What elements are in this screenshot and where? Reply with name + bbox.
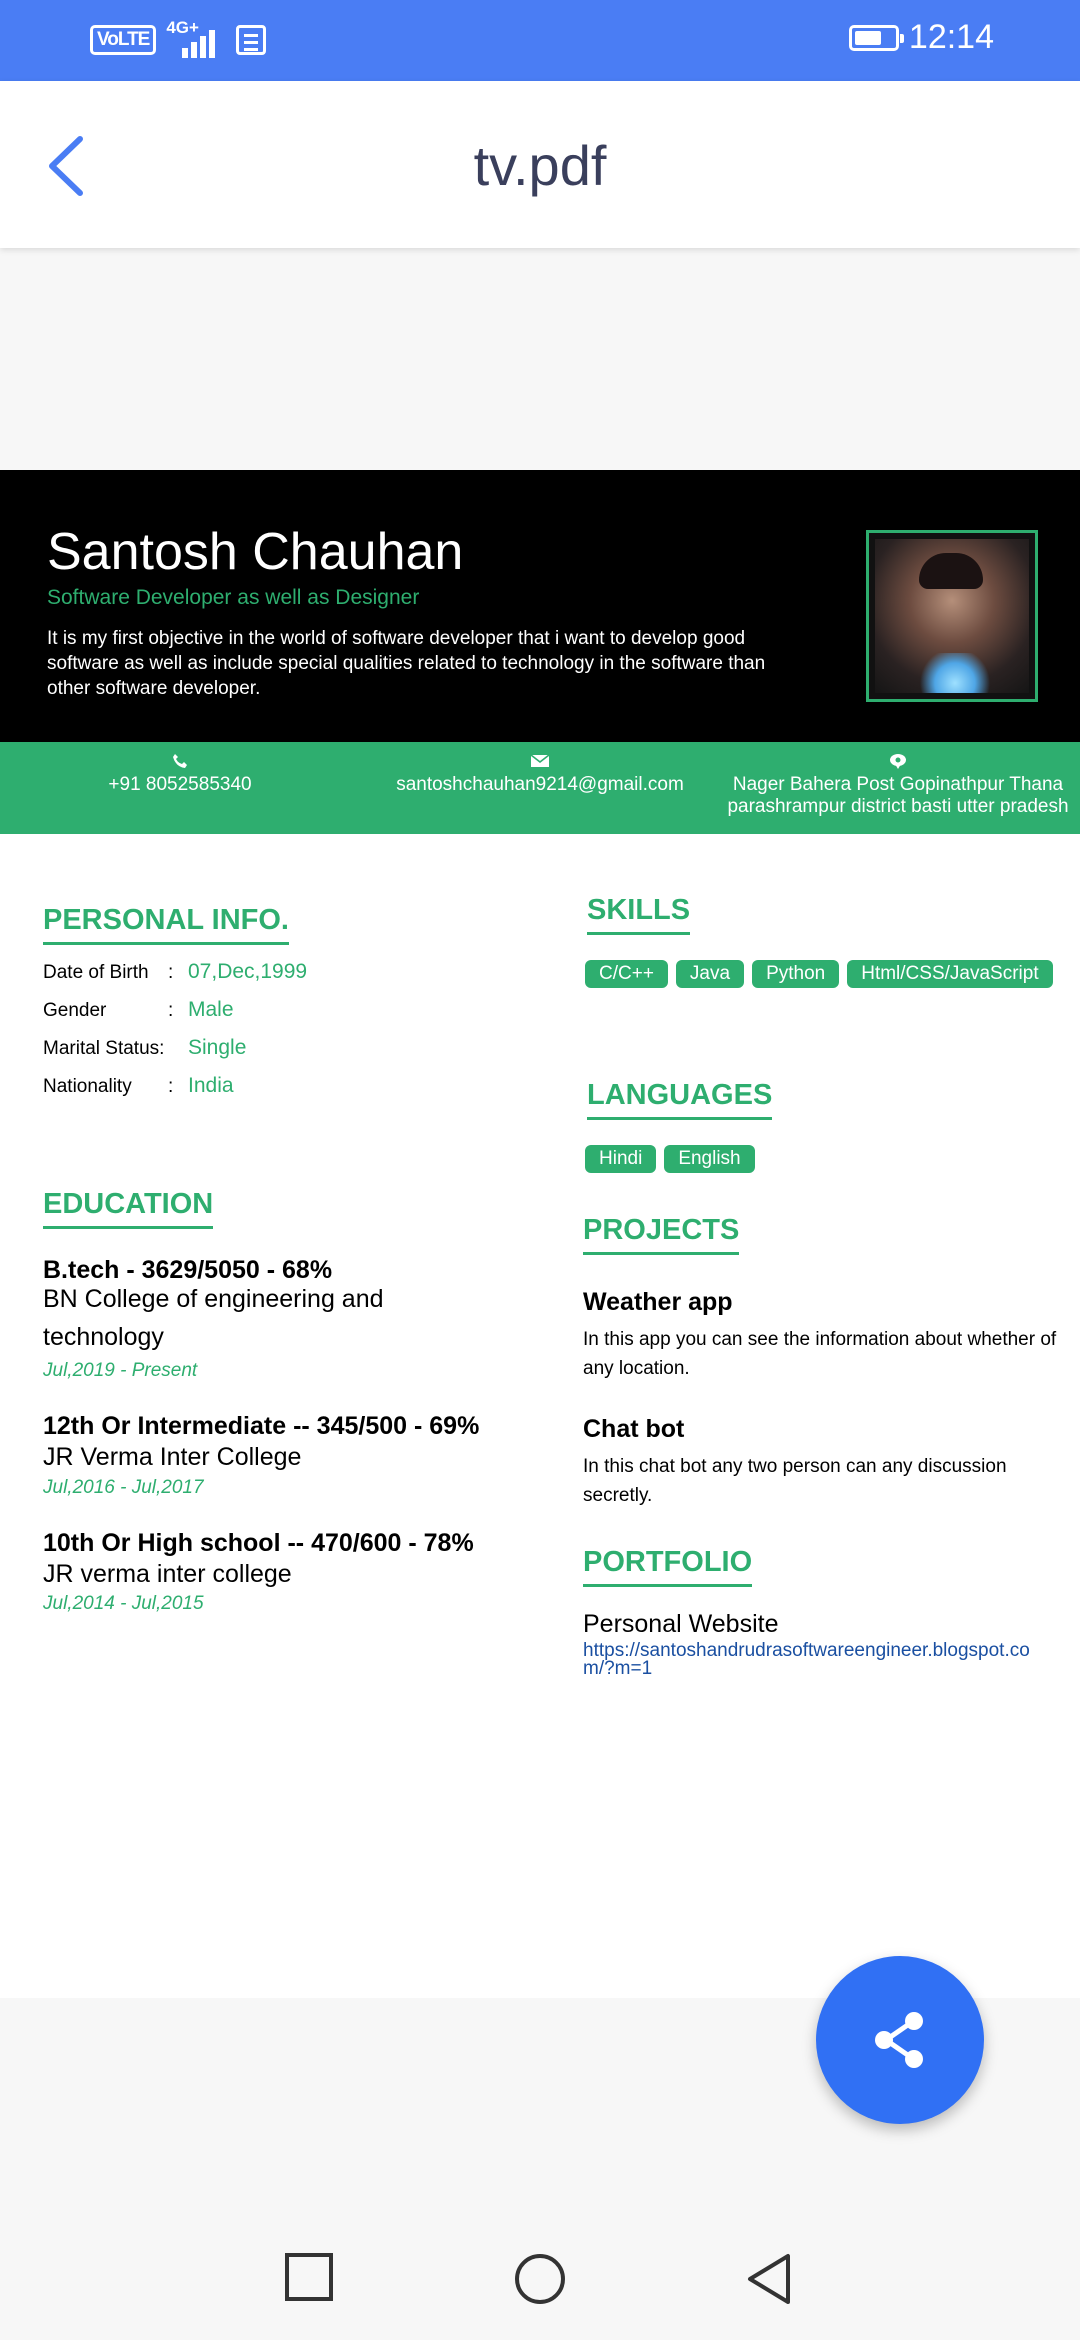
address-line-1: Nager Bahera Post Gopinathpur Thana: [732, 774, 1064, 795]
network-type: 4G+: [166, 18, 199, 37]
skills-list: [585, 960, 1055, 988]
project-name: Weather app: [583, 1288, 733, 1316]
share-button[interactable]: [816, 1956, 984, 2124]
battery-icon: [849, 25, 899, 51]
language-chip: Hindi: [585, 1145, 656, 1173]
portfolio-heading: PORTFOLIO: [583, 1546, 752, 1587]
volte-icon: VoLTE: [90, 25, 156, 55]
recents-square-icon: [284, 2252, 334, 2302]
home-button[interactable]: [513, 2252, 567, 2311]
portfolio-label: Personal Website: [583, 1610, 779, 1638]
pdf-document[interactable]: [0, 248, 1080, 1998]
project-description: In this app you can see the information about whether of any location.: [583, 1329, 1057, 1379]
resume-name: Santosh Chauhan: [47, 523, 464, 581]
profile-photo: [866, 530, 1038, 702]
page-title: tv.pdf: [473, 134, 607, 197]
info-row-marital-status: [43, 1036, 246, 1060]
share-icon: [868, 2008, 932, 2072]
resume-objective: It is my first objective in the world of software developer that i want to develop good software as well as include special qualities related to technology in the software than other software developer.: [47, 628, 766, 699]
app-bar: [0, 81, 1080, 248]
email-address: santoshchauhan9214@gmail.com: [396, 774, 684, 795]
info-value: India: [188, 1074, 234, 1097]
education-dates: Jul,2014 - Jul,2015: [43, 1593, 204, 1614]
skill-chip: Python: [752, 960, 839, 988]
education-degree: B.tech - 3629/5050 - 68%: [43, 1256, 333, 1284]
skill-chip: Html/CSS/JavaScript: [847, 960, 1052, 988]
education-dates: Jul,2019 - Present: [43, 1360, 198, 1381]
info-value: 07,Dec,1999: [188, 960, 308, 983]
personal-info-heading: PERSONAL INFO.: [43, 904, 289, 945]
address-line-2: parashrampur district basti utter pradesh: [727, 796, 1069, 817]
info-row-nationality: Nationality : India: [43, 1074, 234, 1097]
education-college: JR verma inter college: [43, 1560, 292, 1588]
info-value: Single: [188, 1036, 247, 1059]
location-icon: [888, 752, 908, 770]
recents-button[interactable]: [284, 2252, 334, 2307]
status-bar: [0, 0, 1080, 81]
home-circle-icon: [513, 2252, 567, 2306]
education-degree: 10th Or High school -- 470/600 - 78%: [43, 1529, 474, 1557]
language-chip: English: [664, 1145, 754, 1173]
system-nav-bar: [0, 2200, 1080, 2340]
status-left-icons: [90, 18, 266, 58]
languages-heading: LANGUAGES: [587, 1079, 772, 1120]
education-dates: Jul,2016 - Jul,2017: [43, 1477, 204, 1498]
info-label: Gender: [43, 1000, 107, 1021]
education-degree: 12th Or Intermediate -- 345/500 - 69%: [43, 1412, 480, 1440]
skills-heading: SKILLS: [587, 894, 690, 935]
education-heading: EDUCATION: [43, 1188, 213, 1229]
skill-chip: Java: [676, 960, 744, 988]
education-college: BN College of engineering and technology: [43, 1285, 384, 1351]
back-nav-button[interactable]: [744, 2252, 794, 2311]
project-description: In this chat bot any two person can any discussion secretly.: [583, 1456, 1007, 1506]
clock: 12:14: [908, 18, 994, 56]
page-margin: [0, 248, 1080, 470]
mail-icon: [530, 752, 550, 770]
contact-bar: [0, 742, 1080, 834]
skill-chip: C/C++: [585, 960, 668, 988]
contact-address: [716, 752, 1080, 818]
back-triangle-icon: [744, 2252, 794, 2306]
info-label: Date of Birth: [43, 962, 149, 983]
info-label: Nationality: [43, 1076, 132, 1097]
portfolio-link[interactable]: https://santoshandrudrasoftwareengineer.blogspot.com/?m=1: [583, 1640, 1030, 1679]
status-right: [849, 18, 994, 57]
info-value: Male: [188, 998, 234, 1021]
projects-heading: PROJECTS: [583, 1214, 739, 1255]
resume-role: Software Developer as well as Designer: [47, 586, 420, 609]
phone-number: +91 8052585340: [108, 774, 252, 795]
project-name: Chat bot: [583, 1415, 685, 1443]
education-college: JR Verma Inter College: [43, 1443, 302, 1471]
contact-email: [380, 752, 700, 796]
info-row-gender: Gender : Male: [43, 998, 234, 1021]
news-icon: [236, 25, 266, 55]
signal-icon: [166, 18, 226, 58]
info-label: Marital Status:: [43, 1038, 165, 1059]
contact-phone: [60, 752, 300, 796]
resume-header: [0, 470, 1080, 742]
info-row-dob: Date of Birth : 07,Dec,1999: [43, 960, 308, 983]
languages-list: [585, 1145, 1055, 1173]
phone-icon: [170, 752, 190, 770]
